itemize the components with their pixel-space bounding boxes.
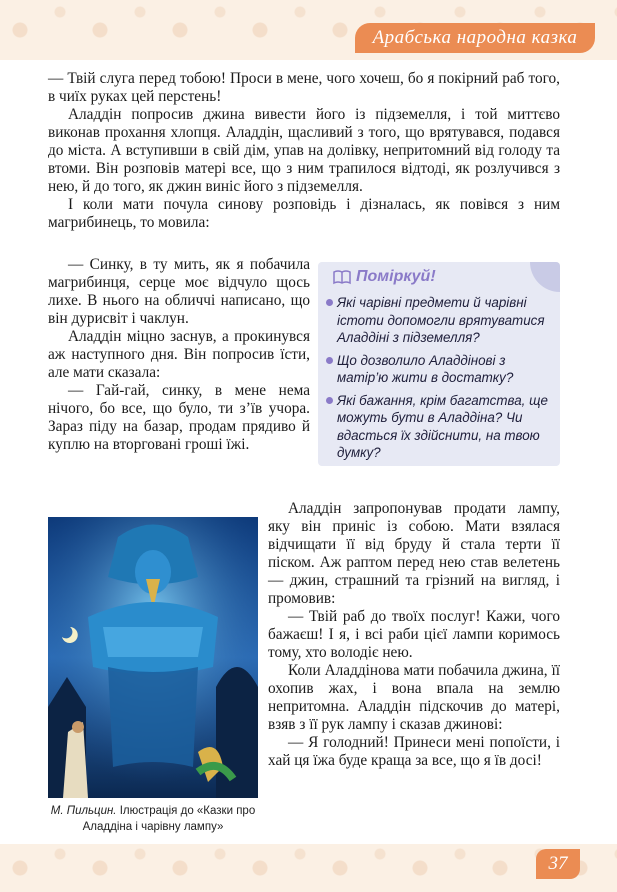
paragraph: — Синку, в ту мить, як я побачила магрибинця, серце моє відчуло щось лихе. В нього на обличчі написано, що він дурисвіт і чаклун. xyxy=(48,256,310,327)
think-box-corner xyxy=(530,262,560,292)
illustration-caption xyxy=(48,803,258,835)
book-icon xyxy=(332,269,352,285)
question-item: Які чарівні предмети й чарівні істоти допомогли врятуватися Аладдіні з підземелля? xyxy=(326,294,552,347)
paragraph: І коли мати почула синову розповідь і дізналась, як повівся з ним магрибинець, то мовила: xyxy=(48,196,560,231)
paragraph: Аладдін міцно заснув, а прокинувся аж наступного дня. Він попросив їсти, але мати сказала: xyxy=(48,328,310,381)
paragraph: — Гай-гай, синку, в мене нема нічого, бо все, що було, ти з’їв учора. Зараз піду на базар, продам прядиво й куплю на вторговані гроші їжі. xyxy=(48,382,310,453)
footer-ornament-band xyxy=(0,844,617,892)
paragraph: Коли Аладдінова мати побачила джина, її охопив жах, і вона впала на землю непритомна. Аладдін підскочив до матері, взяв з її рук лампу і сказав джинові: xyxy=(268,662,560,733)
main-text-top xyxy=(48,70,560,232)
paragraph: — Твій слуга перед тобою! Проси в мене, чого хочеш, бо я покірний раб того, в чиїх руках цей перстень! xyxy=(48,70,560,105)
page-number: 37 xyxy=(536,849,580,879)
genie-illustration xyxy=(48,517,258,798)
think-box-header xyxy=(332,268,436,286)
question-item: Які бажання, крім багатства, ще можуть бути в Аладдіна? Чи вдасться їх здійснити, на твою думку? xyxy=(326,392,552,462)
paragraph: — Твій раб до твоїх послуг! Кажи, чого бажаєш! І я, і всі раби цієї лампи коримось тому, хто володіє нею. xyxy=(268,608,560,661)
right-column-text xyxy=(268,500,560,770)
question-list xyxy=(326,294,552,467)
think-box xyxy=(318,262,560,466)
illustration-author: М. Пильцин. xyxy=(50,805,117,817)
think-box-title: Поміркуй! xyxy=(356,268,436,285)
left-column-text xyxy=(48,256,310,454)
paragraph: Аладдін попросив джина вивести його із підземелля, і той миттєво виконав прохання хлопця. Аладдін, щасливий з того, що врятувався, подався до міста. А вступивши в свій дім, упав на долівку, непритомний від голоду та втоми. Він розповів матері все, що з ним трапилося відтоді, як розлучився з нею, й до того, як джин виніс його з підземелля. xyxy=(48,106,560,195)
paragraph: — Я голодний! Принеси мені попоїсти, і хай ця їжа буде краща за все, що я їв досі! xyxy=(268,734,560,769)
paragraph: Аладдін запропонував продати лампу, яку він приніс із собою. Мати взялася відчищати її від бруду й стала терти її піском. Аж раптом перед нею став велетень — джин, страшний та грізний на вигляд, і промовив: xyxy=(268,500,560,607)
question-item: Що дозволило Аладдінові з матір’ю жити в достатку? xyxy=(326,352,552,387)
section-tag: Арабська народна казка xyxy=(355,23,595,53)
illustration-caption-text: Ілюстрація до «Казки про Аладдіна і чарівну лампу» xyxy=(82,805,256,833)
